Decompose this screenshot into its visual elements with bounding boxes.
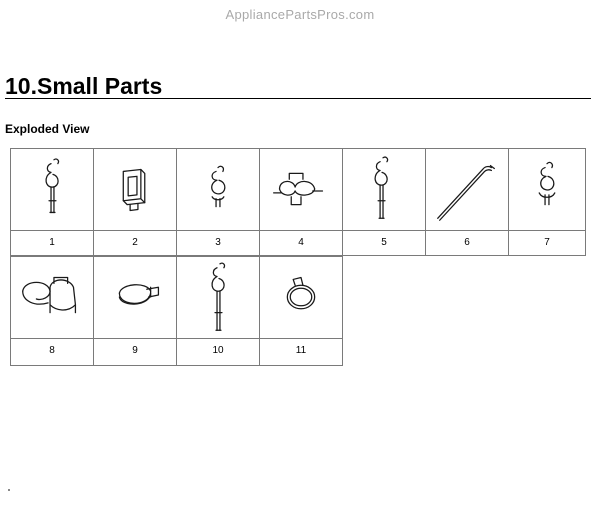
part-number: 5 [381,237,387,248]
part-number: 11 [295,345,307,356]
double-clamp-icon [260,149,342,231]
part-cell-7 [508,148,586,256]
wire-clamp-icon [509,149,585,231]
part-number: 10 [212,345,224,356]
part-number: 7 [544,237,550,248]
part-cell-3 [176,148,260,256]
part-cell-11 [259,256,343,366]
part-cell-10 [176,256,260,366]
exploded-view-label: Exploded View [5,122,90,136]
watermark: AppliancePartsPros.com [225,7,375,22]
part-number: 6 [464,237,470,248]
part-cell-8 [10,256,94,366]
scan-speck [8,489,10,491]
part-cell-4 [259,148,343,256]
cable-tie-strap-icon [426,149,508,231]
part-cell-5 [342,148,426,256]
part-number: 3 [215,237,221,248]
wire-clamp-small-icon [177,149,259,231]
part-number: 8 [49,345,55,356]
pipe-clamp-icon [94,257,176,339]
pipe-clamp-double-icon [11,257,93,339]
cable-tie-ring-icon [11,149,93,231]
part-cell-1 [10,148,94,256]
part-number: 2 [132,237,138,248]
part-cell-2 [93,148,177,256]
section-title: 10.Small Parts [5,73,163,99]
part-number: 1 [49,237,55,248]
part-cell-6 [425,148,509,256]
part-number: 9 [132,345,138,356]
part-cell-9 [93,256,177,366]
title-divider [5,98,591,99]
hose-clamp-icon [260,257,342,339]
cable-tie-ring-icon [177,257,259,339]
cable-tie-ring-long-icon [343,149,425,231]
rectangular-clip-icon [94,149,176,231]
part-number: 4 [298,237,304,248]
